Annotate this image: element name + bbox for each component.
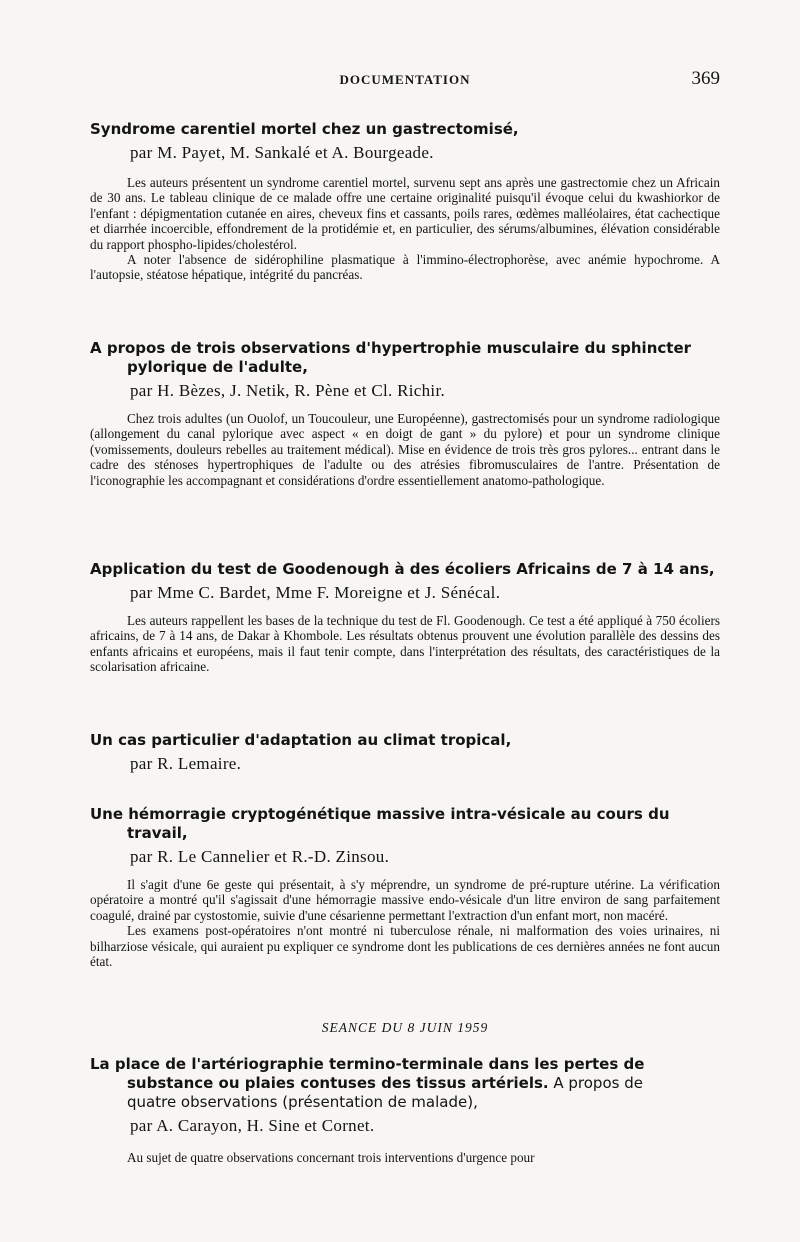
running-title: DOCUMENTATION bbox=[339, 72, 471, 87]
abstract-paragraph: Les auteurs présentent un syndrome carentiel mortel, survenu sept ans après une gastrectomie chez un Africain de 30 ans. Le tableau clinique de ce malade offre une certaine originalité puisqu'il évoque celui du kwashiorkor de l'enfant : dépigmentation cutanée en aires, cheveux fins et cassants, poils rares, œdèmes malléolaires, état cachectique et diarrhée incoercible, effondrement de la protidémie et, en particulier, des sérums/albumines, élévation considérable du rapport phospho-lipides/cholestérol. bbox=[90, 175, 720, 252]
article-3 bbox=[90, 560, 720, 675]
page-number: 369 bbox=[691, 68, 720, 89]
article-abstract bbox=[90, 1150, 720, 1165]
article-title: Application du test de Goodenough à des écoliers Africains de 7 à 14 ans, bbox=[90, 560, 715, 578]
article-authors: par H. Bèzes, J. Netik, R. Pène et Cl. Richir. bbox=[130, 381, 446, 400]
section-heading: SEANCE DU 8 JUIN 1959 bbox=[321, 1020, 489, 1035]
article-title: La place de l'artériographie termino-terminale dans les pertes de substance ou plaies contuses des tissus artériels. A propos de quatre observations (présentation de malade), bbox=[90, 1055, 645, 1111]
article-authors: par M. Payet, M. Sankalé et A. Bourgeade. bbox=[130, 143, 434, 162]
article-title: A propos de trois observations d'hypertrophie musculaire du sphincter pylorique de l'adulte, bbox=[90, 339, 692, 376]
article-6 bbox=[90, 1055, 720, 1165]
article-authors: par R. Lemaire. bbox=[130, 754, 242, 773]
article-5 bbox=[90, 805, 720, 969]
abstract-paragraph: Les auteurs rappellent les bases de la technique du test de Fl. Goodenough. Ce test a été appliqué à 750 écoliers africains, de 7 à 14 ans, de Dakar à Khombole. Les résultats obtenus prouvent une évolution parallèle des dessins des enfants africains et européens, mais il faut tenir compte, dans l'interprétation des résultats, des caractéristiques de la scolarisation africaine. bbox=[90, 613, 720, 675]
article-authors: par Mme C. Bardet, Mme F. Moreigne et J. Sénécal. bbox=[130, 583, 501, 602]
article-1 bbox=[90, 120, 720, 283]
running-head bbox=[90, 68, 720, 90]
article-title: Une hémorragie cryptogénétique massive intra-vésicale au cours du travail, bbox=[90, 805, 670, 842]
article-authors: par R. Le Cannelier et R.-D. Zinsou. bbox=[130, 847, 390, 866]
abstract-paragraph: Il s'agit d'une 6e geste qui présentait, à s'y méprendre, un syndrome de pré-rupture utérine. La vérification opératoire a montré qu'il s'agissait d'une hémorragie massive endo-vésicale d'un litre environ de sang parfaitement coagulé, drainé par cystostomie, suivie d'une césarienne permettant l'extraction d'un enfant mort, non macéré. bbox=[90, 877, 720, 923]
article-4 bbox=[90, 731, 720, 774]
abstract-paragraph: A noter l'absence de sidérophiline plasmatique à l'immino-électrophorèse, avec anémie hypochrome. A l'autopsie, stéatose hépatique, intégrité du pancréas. bbox=[90, 252, 720, 283]
document-page bbox=[90, 0, 720, 1242]
article-abstract bbox=[90, 877, 720, 969]
abstract-paragraph: Chez trois adultes (un Ouolof, un Toucouleur, une Européenne), gastrectomisés pour un syndrome radiologique (allongement du canal pylorique avec aspect « en doigt de gant » du pylore) et pour un syndrome clinique (vomissements, douleurs rebelles au traitement médical). Mise en évidence de trois très gros pylores... entrant dans le cadre des sténoses hypertrophiques de l'adulte ou des atrésies fibromusculaires de l'antre. Présentation de l'iconographie les accompagnant et considérations d'ordre essentiellement anatomo-pathologique. bbox=[90, 411, 720, 488]
article-title: Syndrome carentiel mortel chez un gastrectomisé, bbox=[90, 120, 519, 138]
article-abstract bbox=[90, 613, 720, 675]
abstract-paragraph: Au sujet de quatre observations concernant trois interventions d'urgence pour bbox=[127, 1150, 535, 1165]
article-abstract bbox=[90, 175, 720, 283]
article-2 bbox=[90, 339, 720, 488]
article-authors: par A. Carayon, H. Sine et Cornet. bbox=[130, 1116, 375, 1135]
article-abstract bbox=[90, 411, 720, 488]
abstract-paragraph: Les examens post-opératoires n'ont montré ni tuberculose rénale, ni malformation des voies urinaires, ni bilharziose vésicale, qui auraient pu expliquer ce syndrome dont les publications de ces dernières années ne font aucun état. bbox=[90, 923, 720, 970]
article-title: Un cas particulier d'adaptation au climat tropical, bbox=[90, 731, 512, 749]
